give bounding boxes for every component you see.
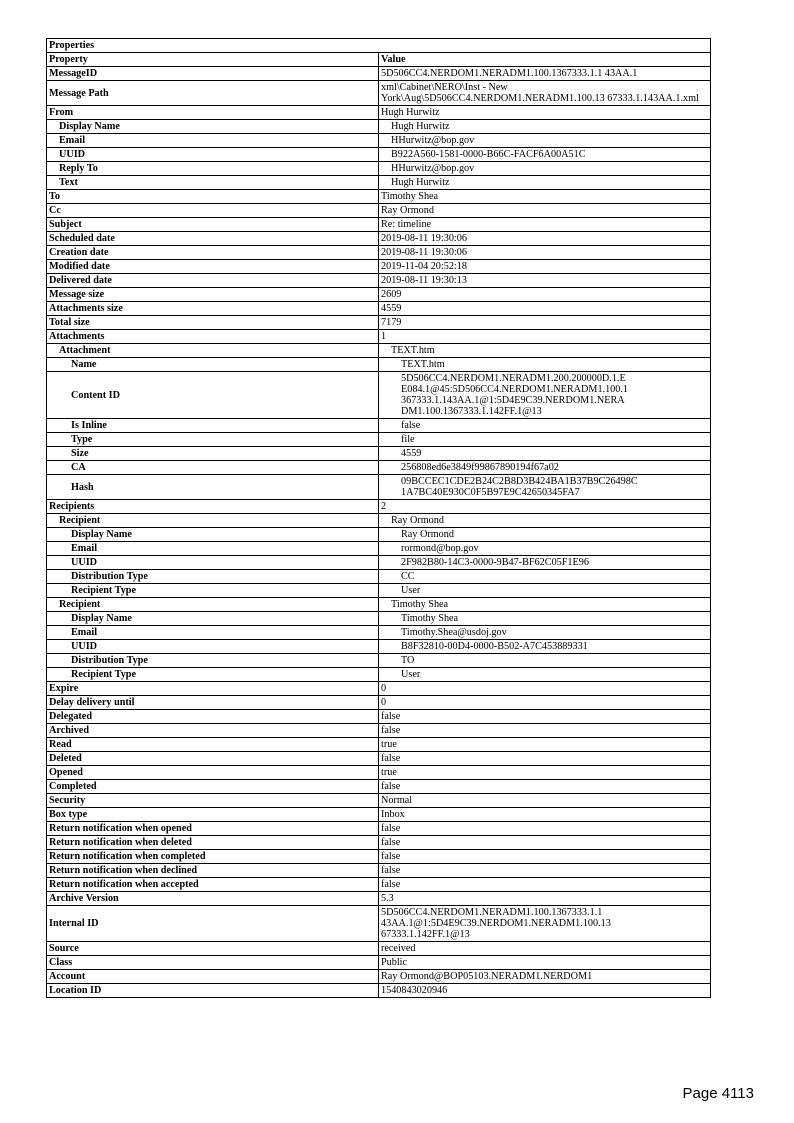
property-name: Deleted: [47, 752, 379, 766]
property-name: UUID: [47, 556, 379, 570]
table-header-row: [47, 53, 711, 67]
table-row: [47, 668, 711, 682]
property-name: Expire: [47, 682, 379, 696]
property-name: Delivered date: [47, 274, 379, 288]
table-row: [47, 514, 711, 528]
property-name: Message Path: [47, 81, 379, 106]
table-row: [47, 878, 711, 892]
property-name: Class: [47, 956, 379, 970]
property-value: TEXT.htm: [379, 358, 711, 372]
page-number: Page 4113: [682, 1085, 754, 1102]
property-value: false: [379, 419, 711, 433]
property-value: HHurwitz@bop.gov: [379, 134, 711, 148]
property-name: Subject: [47, 218, 379, 232]
table-row: [47, 134, 711, 148]
property-value: Hugh Hurwitz: [379, 176, 711, 190]
property-value: received: [379, 942, 711, 956]
property-name: Reply To: [47, 162, 379, 176]
property-value: Hugh Hurwitz: [379, 106, 711, 120]
property-name: Archived: [47, 724, 379, 738]
property-name: Display Name: [47, 120, 379, 134]
property-value: false: [379, 780, 711, 794]
table-row: [47, 190, 711, 204]
property-name: Scheduled date: [47, 232, 379, 246]
property-name: Email: [47, 542, 379, 556]
table-row: [47, 640, 711, 654]
property-value: 2F982B80-14C3-0000-9B47-BF62C05F1E96: [379, 556, 711, 570]
property-value: B922A560-1581-0000-B66C-FACF6A00A51C: [379, 148, 711, 162]
table-row: [47, 419, 711, 433]
property-name: Return notification when deleted: [47, 836, 379, 850]
table-row: [47, 780, 711, 794]
table-row: [47, 162, 711, 176]
table-row: [47, 232, 711, 246]
property-value: rormond@bop.gov: [379, 542, 711, 556]
property-value: Inbox: [379, 808, 711, 822]
property-value: 2609: [379, 288, 711, 302]
table-row: [47, 218, 711, 232]
table-row: [47, 176, 711, 190]
property-name: Attachment: [47, 344, 379, 358]
property-value: 0: [379, 696, 711, 710]
table-row: [47, 302, 711, 316]
property-value: 2019-08-11 19:30:06: [379, 232, 711, 246]
header-value: Value: [379, 53, 711, 67]
table-row: [47, 906, 711, 942]
table-row: [47, 260, 711, 274]
table-row: [47, 752, 711, 766]
property-name: Location ID: [47, 984, 379, 998]
table-row: [47, 570, 711, 584]
table-row: [47, 942, 711, 956]
property-name: Message size: [47, 288, 379, 302]
properties-table: [46, 38, 711, 998]
table-row: [47, 710, 711, 724]
property-value: HHurwitz@bop.gov: [379, 162, 711, 176]
table-row: [47, 433, 711, 447]
table-row: [47, 724, 711, 738]
property-value: 7179: [379, 316, 711, 330]
property-value: Re: timeline: [379, 218, 711, 232]
property-name: Distribution Type: [47, 654, 379, 668]
table-row: [47, 864, 711, 878]
property-value: Ray Ormond@BOP05103.NERADM1.NERDOM1: [379, 970, 711, 984]
property-name: Total size: [47, 316, 379, 330]
property-value: TO: [379, 654, 711, 668]
property-name: Return notification when declined: [47, 864, 379, 878]
table-row: [47, 67, 711, 81]
property-name: From: [47, 106, 379, 120]
table-row: [47, 612, 711, 626]
property-value: 5D506CC4.NERDOM1.NERADM1.100.1367333.1.1 43AA.1: [379, 67, 711, 81]
property-value: false: [379, 724, 711, 738]
property-name: Opened: [47, 766, 379, 780]
property-value: 256808ed6e3849f99867890194f67a02: [379, 461, 711, 475]
table-row: [47, 344, 711, 358]
table-row: [47, 556, 711, 570]
property-value: 2019-11-04 20:52:18: [379, 260, 711, 274]
property-value: 4559: [379, 447, 711, 461]
property-value: false: [379, 822, 711, 836]
property-name: Text: [47, 176, 379, 190]
property-value: Timothy Shea: [379, 598, 711, 612]
property-value: 2019-08-11 19:30:06: [379, 246, 711, 260]
property-name: Security: [47, 794, 379, 808]
table-row: [47, 598, 711, 612]
table-row: [47, 316, 711, 330]
table-row: [47, 682, 711, 696]
table-row: [47, 274, 711, 288]
table-row: [47, 204, 711, 218]
property-value: 0: [379, 682, 711, 696]
property-name: Completed: [47, 780, 379, 794]
table-row: [47, 120, 711, 134]
property-value: 2: [379, 500, 711, 514]
table-row: [47, 822, 711, 836]
property-name: Archive Version: [47, 892, 379, 906]
property-value: Timothy.Shea@usdoj.gov: [379, 626, 711, 640]
property-value: 4559: [379, 302, 711, 316]
property-name: Display Name: [47, 612, 379, 626]
table-row: [47, 461, 711, 475]
property-name: Recipients: [47, 500, 379, 514]
table-row: [47, 528, 711, 542]
table-title: Properties: [47, 39, 711, 53]
table-row: [47, 288, 711, 302]
property-name: Box type: [47, 808, 379, 822]
table-row: [47, 654, 711, 668]
table-row: [47, 475, 711, 500]
property-name: Recipient Type: [47, 584, 379, 598]
table-row: [47, 766, 711, 780]
property-value: Ray Ormond: [379, 514, 711, 528]
property-name: Distribution Type: [47, 570, 379, 584]
table-row: [47, 850, 711, 864]
property-value: 1: [379, 330, 711, 344]
table-row: [47, 984, 711, 998]
property-value: 2019-08-11 19:30:13: [379, 274, 711, 288]
property-name: Modified date: [47, 260, 379, 274]
property-name: Recipient Type: [47, 668, 379, 682]
table-row: [47, 542, 711, 556]
property-name: Internal ID: [47, 906, 379, 942]
table-row: [47, 970, 711, 984]
property-name: To: [47, 190, 379, 204]
property-name: Return notification when opened: [47, 822, 379, 836]
property-value: true: [379, 738, 711, 752]
property-value: 5D506CC4.NERDOM1.NERADM1.100.1367333.1.1 43AA.1@1:5D4E9C39.NERDOM1.NERADM1.100.13 67333.1.142FF.1@13: [379, 906, 711, 942]
property-value: true: [379, 766, 711, 780]
property-value: false: [379, 752, 711, 766]
table-row: [47, 106, 711, 120]
property-name: Content ID: [47, 372, 379, 419]
property-name: Email: [47, 626, 379, 640]
property-value: Public: [379, 956, 711, 970]
table-row: [47, 330, 711, 344]
property-value: xml\Cabinet\NERO\Inst - New York\Aug\5D506CC4.NERDOM1.NERADM1.100.13 67333.1.143AA.1.xml: [379, 81, 711, 106]
table-row: [47, 500, 711, 514]
property-name: Recipient: [47, 598, 379, 612]
property-value: 09BCCEC1CDE2B24C2B8D3B424BA1B37B9C26498C 1A7BC40E930C0F5B97E9C42650345FA7: [379, 475, 711, 500]
table-row: [47, 358, 711, 372]
table-row: [47, 626, 711, 640]
table-title-row: [47, 39, 711, 53]
property-value: Timothy Shea: [379, 190, 711, 204]
property-value: false: [379, 836, 711, 850]
property-name: Read: [47, 738, 379, 752]
table-row: [47, 246, 711, 260]
property-value: TEXT.htm: [379, 344, 711, 358]
table-row: [47, 956, 711, 970]
property-name: Recipient: [47, 514, 379, 528]
property-name: Source: [47, 942, 379, 956]
property-value: Ray Ormond: [379, 528, 711, 542]
table-row: [47, 738, 711, 752]
property-value: 5.3: [379, 892, 711, 906]
property-name: Creation date: [47, 246, 379, 260]
property-value: Normal: [379, 794, 711, 808]
table-row: [47, 892, 711, 906]
property-name: MessageID: [47, 67, 379, 81]
property-value: 5D506CC4.NERDOM1.NERADM1.200.200000D.1.E E084.1@45:5D506CC4.NERDOM1.NERADM1.100.1 367333.1.143AA.1@1:5D4E9C39.NERDOM1.NERA DM1.100.1367333.1.142FF.1@13: [379, 372, 711, 419]
property-name: Hash: [47, 475, 379, 500]
property-value: Hugh Hurwitz: [379, 120, 711, 134]
properties-table-body: [47, 39, 711, 998]
property-value: file: [379, 433, 711, 447]
property-value: 1540843020946: [379, 984, 711, 998]
property-name: Type: [47, 433, 379, 447]
table-row: [47, 696, 711, 710]
property-name: Email: [47, 134, 379, 148]
property-name: Attachments: [47, 330, 379, 344]
property-name: Size: [47, 447, 379, 461]
property-name: Delay delivery until: [47, 696, 379, 710]
property-value: User: [379, 668, 711, 682]
property-value: false: [379, 878, 711, 892]
table-row: [47, 584, 711, 598]
property-value: false: [379, 710, 711, 724]
property-name: UUID: [47, 640, 379, 654]
property-value: Timothy Shea: [379, 612, 711, 626]
property-name: Display Name: [47, 528, 379, 542]
table-row: [47, 148, 711, 162]
property-value: false: [379, 850, 711, 864]
property-name: Attachments size: [47, 302, 379, 316]
property-value: B8F32810-00D4-0000-B502-A7C453889331: [379, 640, 711, 654]
property-name: Cc: [47, 204, 379, 218]
property-value: CC: [379, 570, 711, 584]
property-value: false: [379, 864, 711, 878]
table-row: [47, 794, 711, 808]
property-name: UUID: [47, 148, 379, 162]
property-name: Name: [47, 358, 379, 372]
header-property: Property: [47, 53, 379, 67]
property-name: Is Inline: [47, 419, 379, 433]
table-row: [47, 808, 711, 822]
table-row: [47, 372, 711, 419]
property-value: User: [379, 584, 711, 598]
table-row: [47, 836, 711, 850]
table-row: [47, 447, 711, 461]
property-name: Return notification when completed: [47, 850, 379, 864]
property-name: Delegated: [47, 710, 379, 724]
table-row: [47, 81, 711, 106]
property-name: CA: [47, 461, 379, 475]
property-name: Account: [47, 970, 379, 984]
property-name: Return notification when accepted: [47, 878, 379, 892]
property-value: Ray Ormond: [379, 204, 711, 218]
